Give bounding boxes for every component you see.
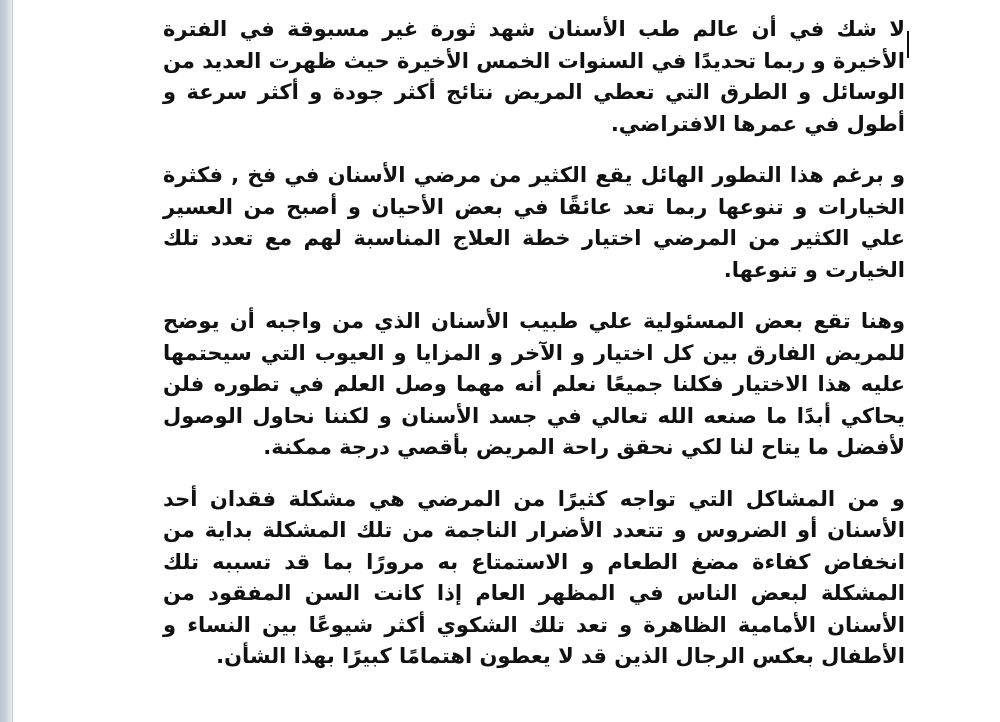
paragraph-2: و برغم هذا التطور الهائل يقع الكثير من مرضي الأسنان في فخ , فكثرة الخيارات و تنوعها ربما تعد عائقًا في بعض الأحيان و أصبح من العسير علي الكثير من المرضي اختيار خطة العلاج المناسبة لهم مع تعدد تلك الخيارت و تنوعها. [163, 163, 905, 282]
paragraph-4: و من المشاكل التي تواجه كثيرًا من المرضي هي مشكلة فقدان أحد الأسنان أو الضروس و تتعدد الأضرار الناجمة من تلك المشكلة بداية من انخفاض كفاءة مضغ الطعام و الاستمتاع به مرورًا بما قد تسببه تلك المشكلة لبعض الناس في المظهر العام إذا كانت السن المفقود من الأسنان الأمامية الظاهرة و تعد تلك الشكوي أكثر شيوعًا بين النساء و الأطفال بعكس الرجال الذين قد لا يعطون اهتمامًا كبيرًا بهذا الشأن. [163, 486, 905, 668]
text-cursor [907, 31, 909, 58]
document-page[interactable] [13, 0, 1000, 722]
document-body[interactable] [163, 14, 905, 693]
left-gutter [0, 0, 13, 722]
paragraph-1: لا شك في أن عالم طب الأسنان شهد ثورة غير مسبوقة في الفترة الأخيرة و ربما تحديدًا في السنوات الخمس الأخيرة حيث ظهرت العديد من الوسائل و الطرق التي تعطي المريض نتائج أكثر جودة و أكثر سرعة و أطول في عمرها الافتراضي. [163, 17, 905, 136]
paragraph-3: وهنا تقع بعض المسئولية علي طبيب الأسنان الذي من واجبه أن يوضح للمريض الفارق بين كل اختيار و الآخر و المزايا و العيوب التي سيحتمها عليه هذا الاختيار فكلنا جميعًا نعلم أنه مهما وصل العلم في تطوره فلن يحاكي أبدًا ما صنعه الله تعالي في جسد الأسنان و لكننا نحاول الوصول لأفضل ما يتاح لنا لكي نحقق راحة المريض بأقصي درجة ممكنة. [163, 309, 905, 459]
